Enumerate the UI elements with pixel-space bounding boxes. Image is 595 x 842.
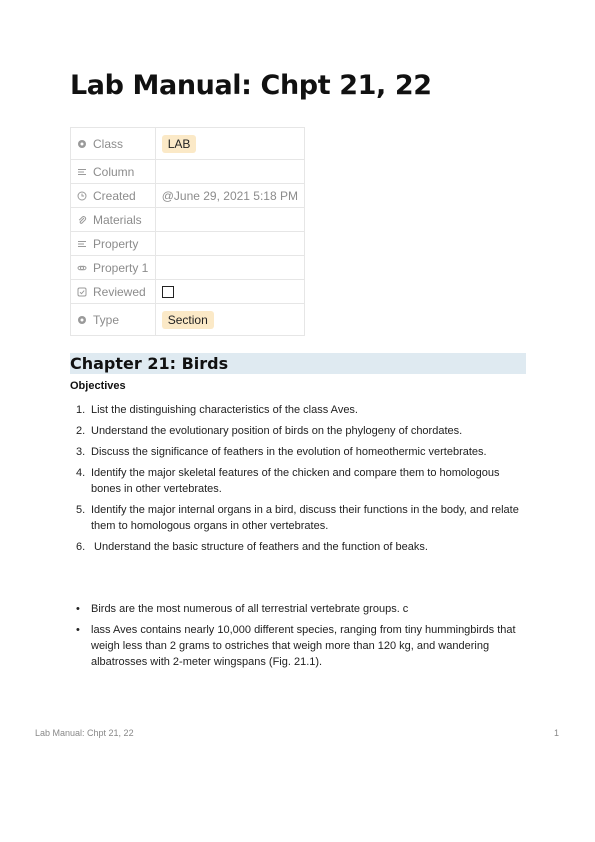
property-name-cell (71, 184, 156, 208)
list-number: 4. (76, 467, 86, 479)
property-row-reviewed[interactable] (71, 280, 305, 304)
property-name-cell (71, 280, 156, 304)
select-icon (77, 139, 87, 149)
class-tag[interactable]: LAB (162, 135, 197, 153)
list-item-text: lass Aves contains nearly 10,000 different species, ranging from tiny hummingbirds that weigh less than 2 grams to ostriches that weigh more than 120 kg, and wandering albatrosses with 2-meter wingspans (Fig. 21.1). (91, 624, 516, 668)
list-item-text: Discuss the significance of feathers in the evolution of homeothermic vertebrates. (91, 446, 487, 458)
property-name-cell (71, 128, 156, 160)
select-icon (77, 315, 87, 325)
property-value-cell[interactable] (155, 208, 304, 232)
list-item (70, 465, 526, 497)
footer-title: Lab Manual: Chpt 21, 22 (35, 728, 134, 738)
list-item-text: List the distinguishing characteristics of the class Aves. (91, 404, 358, 416)
text-icon (77, 239, 87, 249)
property-name: Property (93, 236, 139, 251)
property-name-cell (71, 304, 156, 336)
list-item (70, 402, 526, 418)
list-number: 6. (76, 541, 86, 553)
objectives-list (70, 402, 526, 560)
property-row-class[interactable] (71, 128, 305, 160)
property-value-cell[interactable] (155, 128, 304, 160)
property-name: Reviewed (93, 284, 146, 299)
property-name: Property 1 (93, 260, 149, 275)
page-title: Lab Manual: Chpt 21, 22 (70, 70, 432, 101)
property-name-cell (71, 256, 156, 280)
list-item (70, 622, 526, 670)
property-row-property[interactable] (71, 232, 305, 256)
list-item-text: Identify the major skeletal features of the chicken and compare them to homologous bones in other vertebrates. (91, 467, 500, 495)
list-number: 3. (76, 446, 86, 458)
list-item (70, 423, 526, 439)
list-number: 5. (76, 504, 86, 516)
property-name: Materials (93, 212, 142, 227)
property-name-cell (71, 232, 156, 256)
list-item-text: Understand the basic structure of feathers and the function of beaks. (91, 541, 428, 553)
list-item-text: Understand the evolutionary position of birds on the phylogeny of chordates. (91, 425, 463, 437)
created-date-value: @June 29, 2021 5:18 PM (155, 184, 304, 208)
list-item (70, 601, 526, 617)
property-name-cell (71, 160, 156, 184)
type-tag[interactable]: Section (162, 311, 214, 329)
list-item (70, 444, 526, 460)
property-row-type[interactable] (71, 304, 305, 336)
text-icon (77, 167, 87, 177)
property-name: Class (93, 136, 124, 151)
property-name-cell (71, 208, 156, 232)
clock-icon (77, 191, 87, 201)
list-item-text: Identify the major internal organs in a bird, discuss their functions in the body, and relate them to homologous organs in other vertebrates. (91, 504, 519, 532)
property-row-created[interactable] (71, 184, 305, 208)
section-heading: Chapter 21: Birds (70, 353, 526, 374)
list-number: 1. (76, 404, 86, 416)
link-icon (77, 263, 87, 273)
list-number: 2. (76, 425, 86, 437)
property-name: Type (93, 312, 120, 327)
property-value-cell[interactable] (155, 280, 304, 304)
properties-table (70, 127, 305, 336)
property-value-cell[interactable] (155, 232, 304, 256)
objectives-label: Objectives (70, 380, 126, 392)
bullet-list (70, 601, 526, 675)
list-item (70, 539, 526, 555)
bullet-icon: • (76, 624, 80, 636)
list-item-text: Birds are the most numerous of all terrestrial vertebrate groups. c (91, 603, 409, 615)
reviewed-checkbox[interactable] (162, 286, 174, 298)
checkbox-icon (77, 287, 87, 297)
property-value-cell[interactable] (155, 256, 304, 280)
property-value-cell[interactable] (155, 160, 304, 184)
property-name: Column (93, 164, 135, 179)
property-name: Created (93, 188, 136, 203)
page-number: 1 (553, 728, 559, 738)
property-row-property-1[interactable] (71, 256, 305, 280)
property-value-cell[interactable] (155, 304, 304, 336)
property-row-column[interactable] (71, 160, 305, 184)
property-row-materials[interactable] (71, 208, 305, 232)
bullet-icon: • (76, 603, 80, 615)
paperclip-icon (77, 215, 87, 225)
list-item (70, 502, 526, 534)
